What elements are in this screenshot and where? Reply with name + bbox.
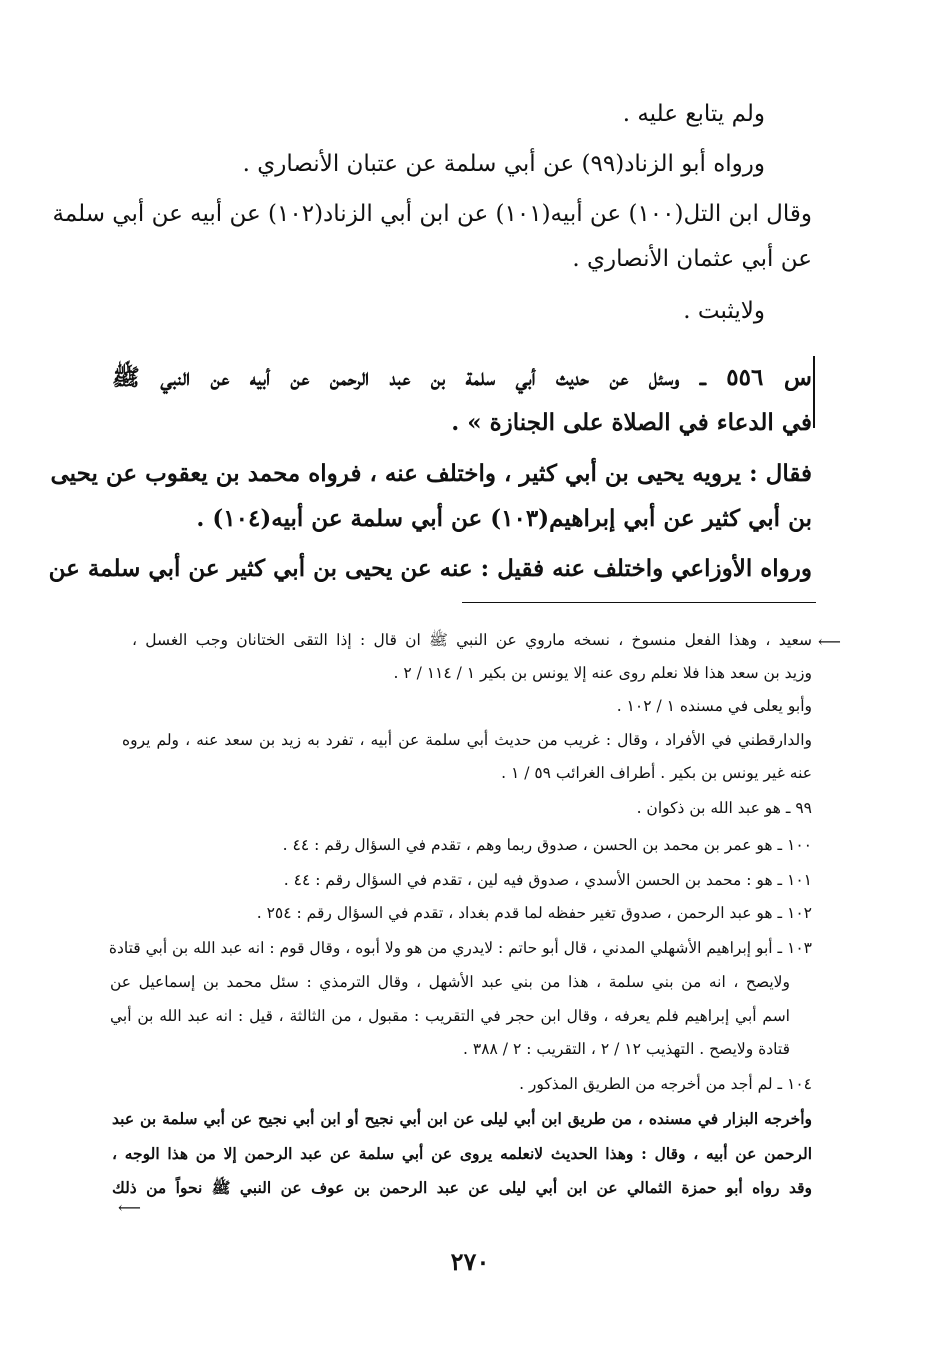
footnote-103-line-2: ولايصح ، انه من بني سلمة ، هذا من بني عبد الأشهل ، وقال الترمذي : سئل محمد بن إسماعيل عن [110,973,790,991]
footnote-103-line-4: قتادة ولايصح . التهذيب ١٢ / ٢ ، التقريب : ٢ / ٣٨٨ . [463,1040,790,1058]
footnote-104: ١٠٤ ـ لم أجد من أخرجه من الطريق المذكور . [519,1075,812,1093]
arrow-left-icon: ⟵ [818,632,841,651]
answer-line-3: ورواه الأوزاعي واختلف عنه فقيل : عنه عن يحيى بن أبي كثير عن أبي سلمة عن [48,555,812,582]
question-marker-bar [813,356,815,428]
footnote-line-3: وأبو يعلى في مسنده ١ / ١٠٢ . [616,697,812,715]
footnote-104-line-4: وقد رواه أبو حمزة الثمالي عن ابن أبي ليلى عن عبد الرحمن بن عوف عن النبي ﷺ نحواً من ذلك [112,1178,812,1197]
footnote-line-5: عنه غير يونس بن بكير . أطراف الغرائب ٥٩ / ١ . [501,764,812,782]
footnote-line-1: سعيد ، وهذا الفعل منسوخ ، نسخه ماروي عن النبي ﷺ ان قال : إذا التقى الختانان وجب الغسل ، [132,631,812,649]
arrow-left-icon: ⟵ [118,1198,141,1217]
footnote-103-line-1: ١٠٣ ـ أبو إبراهيم الأشهلي المدني ، قال أبو حاتم : لايدري من هو ولا أبوه ، وقال قوم : انه عبد الله بن أبي قتادة [108,939,812,957]
footnote-103-line-3: اسم أبي إبراهيم فلم يعرفه ، وقال ابن حجر في التقريب : مقبول ، من الثالثة ، قيل : انه عبد الله بن أبي [110,1007,790,1025]
footnote-line-4: والدارقطني في الأفراد ، وقال : غريب من حديث أبي سلمة عن أبيه ، تفرد به زيد بن سعد عنه ، ولم يروه [122,731,812,749]
footnote-line-2: وزيد بن سعد هذا فلا نعلم روى عنه إلا يونس بن بكير ١ / ١١٤ / ٢ . [393,664,812,682]
footnote-99: ٩٩ ـ هو عبد الله بن ذكوان . [636,799,812,817]
main-line-4: عن أبي عثمان الأنصاري . [572,246,812,272]
footnote-104-line-3: الرحمن عن أبيه ، وقال : وهذا الحديث لانعلمه يروى عن أبي سلمة عن عبد الرحمن إلا من هذا الوجه ، [112,1144,812,1163]
answer-line-2: بن أبي كثير عن أبي إبراهيم(١٠٣) عن أبي سلمة عن أبيه(١٠٤) . [196,505,812,532]
main-line-1: ولم يتابع عليه . [622,101,765,127]
footnote-divider [462,602,816,603]
footnote-102: ١٠٢ ـ هو عبد الرحمن ، صدوق تغير حفظه لما قدم بغداد ، تقدم في السؤال رقم : ٢٥٤ . [256,904,812,922]
footnote-100: ١٠٠ ـ هو عمر بن محمد بن الحسن ، صدوق ربما وهم ، تقدم في السؤال رقم : ٤٤ . [282,836,812,854]
main-line-2: ورواه أبو الزناد(٩٩) عن أبي سلمة عن عتبان الأنصاري . [242,151,765,177]
answer-line-1: فقال : يرويه يحيى بن أبي كثير ، واختلف عنه ، فرواه محمد بن يعقوب عن يحيى [50,460,812,487]
question-line-1: س ٥٥٦ ــ وسئل عن حديث أبي سلمة بن عبد الرحمن عن أبيه عن النبي ﷺ [112,364,812,391]
question-line-2: في الدعاء في الصلاة على الجنازة » . [451,409,812,436]
footnote-101: ١٠١ ـ هو : محمد بن الحسن الأسدي ، صدوق فيه لين ، تقدم في السؤال رقم : ٤٤ . [283,871,812,889]
footnote-104-line-2: وأخرجه البزار في مسنده ، من طريق ابن أبي ليلى عن ابن أبي نجيح أو ابن أبي نجيح عن أبي سلمة بن عبد [112,1109,812,1128]
page-number: ٢٧٠ [450,1247,490,1276]
main-line-3: وقال ابن التل(١٠٠) عن أبيه(١٠١) عن ابن أبي الزناد(١٠٢) عن أبيه عن أبي سلمة [52,201,812,227]
main-line-5: ولايثبت . [683,298,765,324]
